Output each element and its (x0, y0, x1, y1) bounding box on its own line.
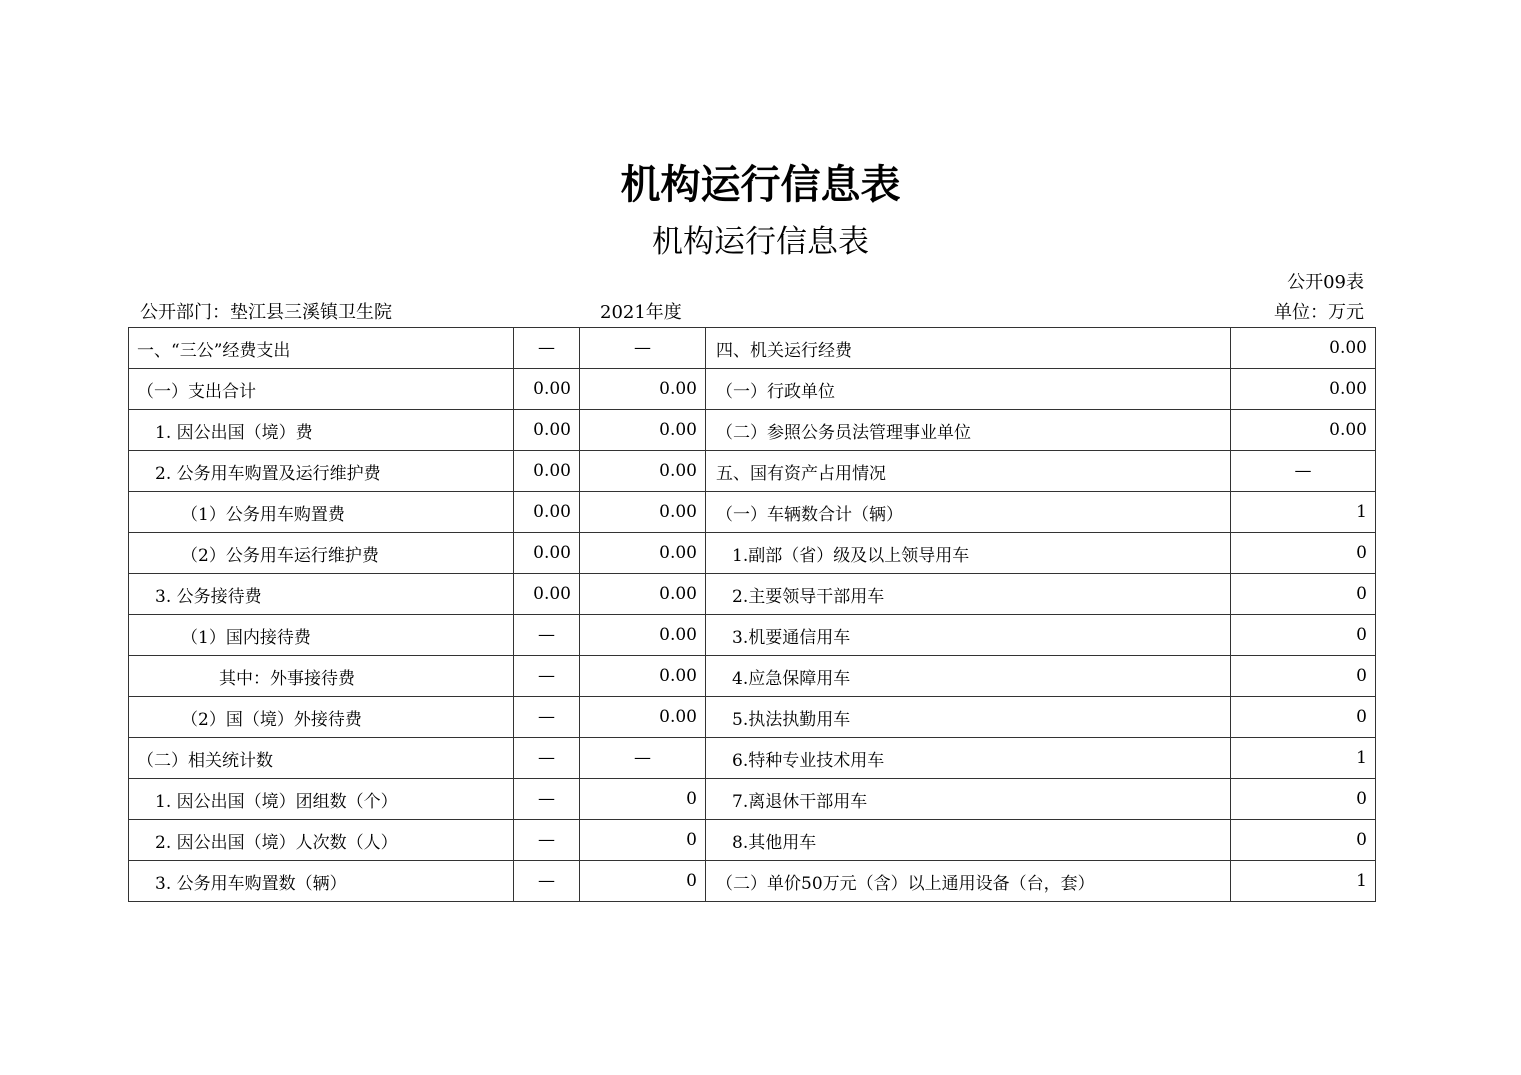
left-value-1: — (514, 861, 580, 902)
right-label: （二）参照公务员法管理事业单位 (706, 410, 1231, 451)
right-label: 7.离退休干部用车 (706, 779, 1231, 820)
department-label: 公开部门：垫江县三溪镇卫生院 (140, 302, 392, 323)
right-value: 0.00 (1231, 410, 1376, 451)
right-value: 0 (1231, 656, 1376, 697)
left-label: 2. 因公出国（境）人次数（人） (129, 820, 514, 861)
right-label: 五、国有资产占用情况 (706, 451, 1231, 492)
right-label: 8.其他用车 (706, 820, 1231, 861)
right-value: 0.00 (1231, 328, 1376, 369)
table-row (129, 820, 1376, 861)
left-label: 2. 公务用车购置及运行维护费 (129, 451, 514, 492)
left-label: 3. 公务用车购置数（辆） (129, 861, 514, 902)
table-row (129, 779, 1376, 820)
form-number: 公开09表 (1287, 272, 1364, 293)
unit-label: 单位：万元 (1274, 302, 1364, 323)
left-value-2: 0.00 (580, 410, 706, 451)
left-value-1: — (514, 697, 580, 738)
left-value-1: 0.00 (514, 533, 580, 574)
right-value: 0 (1231, 697, 1376, 738)
left-value-2: 0 (580, 779, 706, 820)
left-label: 1. 因公出国（境）费 (129, 410, 514, 451)
left-label: 一、“三公”经费支出 (129, 328, 514, 369)
right-value: 1 (1231, 861, 1376, 902)
left-value-2: 0 (580, 820, 706, 861)
left-value-2: 0.00 (580, 369, 706, 410)
left-value-1: — (514, 656, 580, 697)
left-label: （二）相关统计数 (129, 738, 514, 779)
left-value-1: — (514, 328, 580, 369)
left-value-1: 0.00 (514, 451, 580, 492)
right-label: 5.执法执勤用车 (706, 697, 1231, 738)
table-row (129, 451, 1376, 492)
table-row (129, 574, 1376, 615)
left-value-1: 0.00 (514, 492, 580, 533)
table-row (129, 738, 1376, 779)
left-value-2: 0.00 (580, 533, 706, 574)
right-value: 0 (1231, 574, 1376, 615)
fiscal-year: 2021年度 (600, 302, 682, 323)
info-table (128, 327, 1376, 902)
left-value-1: — (514, 779, 580, 820)
left-label: （1）国内接待费 (129, 615, 514, 656)
table-row (129, 697, 1376, 738)
table-row (129, 861, 1376, 902)
right-value: 0.00 (1231, 369, 1376, 410)
right-value: 0 (1231, 533, 1376, 574)
right-label: 6.特种专业技术用车 (706, 738, 1231, 779)
left-value-2: 0.00 (580, 656, 706, 697)
right-value: 0 (1231, 779, 1376, 820)
left-label: （2）公务用车运行维护费 (129, 533, 514, 574)
left-value-2: 0.00 (580, 492, 706, 533)
right-value: 1 (1231, 492, 1376, 533)
right-label: （一）车辆数合计（辆） (706, 492, 1231, 533)
left-value-2: — (580, 328, 706, 369)
table-row (129, 615, 1376, 656)
left-value-1: — (514, 738, 580, 779)
table-row (129, 492, 1376, 533)
left-label: 1. 因公出国（境）团组数（个） (129, 779, 514, 820)
left-value-2: 0.00 (580, 574, 706, 615)
page-title: 机构运行信息表 (620, 162, 901, 208)
left-label: （1）公务用车购置费 (129, 492, 514, 533)
left-label: 3. 公务接待费 (129, 574, 514, 615)
left-value-2: — (580, 738, 706, 779)
left-value-2: 0 (580, 861, 706, 902)
left-value-1: 0.00 (514, 369, 580, 410)
left-value-1: — (514, 820, 580, 861)
right-label: （二）单价50万元（含）以上通用设备（台，套） (706, 861, 1231, 902)
right-value: — (1231, 451, 1376, 492)
right-label: （一）行政单位 (706, 369, 1231, 410)
right-value: 1 (1231, 738, 1376, 779)
left-label: （一）支出合计 (129, 369, 514, 410)
table-row (129, 328, 1376, 369)
right-value: 0 (1231, 615, 1376, 656)
left-label: （2）国（境）外接待费 (129, 697, 514, 738)
left-value-1: 0.00 (514, 574, 580, 615)
left-value-1: 0.00 (514, 410, 580, 451)
right-label: 4.应急保障用车 (706, 656, 1231, 697)
right-label: 四、机关运行经费 (706, 328, 1231, 369)
table-row (129, 369, 1376, 410)
right-label: 1.副部（省）级及以上领导用车 (706, 533, 1231, 574)
right-label: 2.主要领导干部用车 (706, 574, 1231, 615)
left-value-2: 0.00 (580, 451, 706, 492)
left-value-1: — (514, 615, 580, 656)
right-value: 0 (1231, 820, 1376, 861)
table-row (129, 656, 1376, 697)
page-subtitle: 机构运行信息表 (652, 224, 869, 260)
left-label: 其中：外事接待费 (129, 656, 514, 697)
left-value-2: 0.00 (580, 697, 706, 738)
left-value-2: 0.00 (580, 615, 706, 656)
table-row (129, 410, 1376, 451)
right-label: 3.机要通信用车 (706, 615, 1231, 656)
table-row (129, 533, 1376, 574)
